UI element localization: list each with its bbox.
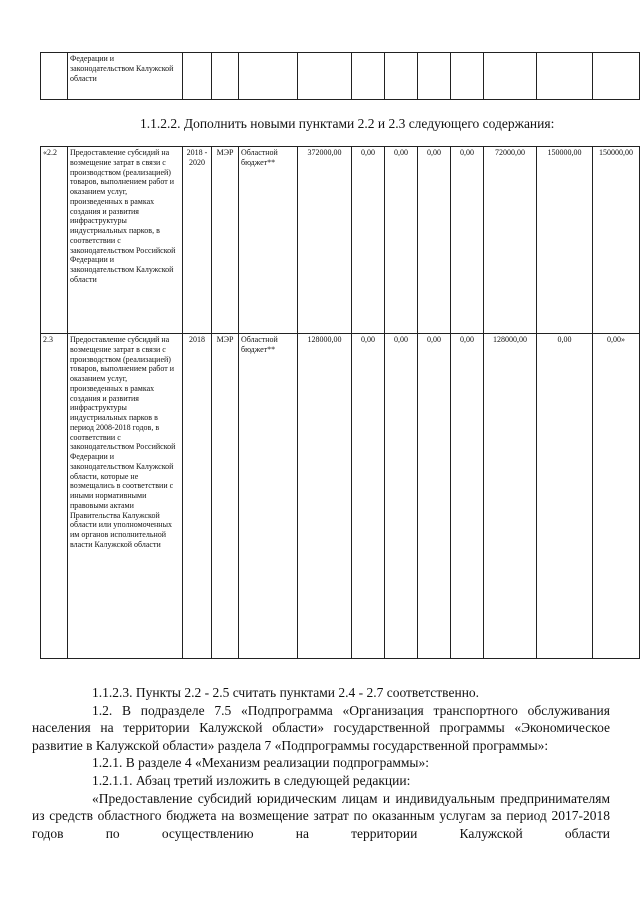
top-table-fragment [40, 52, 640, 100]
paragraph: «Предоставление субсидий юридическим лицам и индивидуальным предпринимателям из средств областного бюджета на возмещение затрат по оказанным услугам за период 2017-2018 годов по осуществлению на территории Калужской области [32, 790, 610, 841]
item-value: 0,00 [385, 334, 418, 659]
paragraph: 1.2.1.1. Абзац третий изложить в следующей редакции: [92, 772, 411, 788]
empty-cell [352, 53, 385, 100]
item-total: 372000,00 [298, 147, 352, 334]
item-number: 2.3 [41, 334, 68, 659]
empty-cell [239, 53, 298, 100]
empty-cell [537, 53, 593, 100]
paragraph: 1.2. В подразделе 7.5 «Подпрограмма «Организация транспортного обслуживания населения на территории Калужской области» государственной программы «Экономическое развитие в Калужской области» раздела 7 «Подпрограммы государственной программы»: [32, 702, 610, 753]
table-row [41, 334, 640, 659]
item-value: 0,00» [593, 334, 640, 659]
item-executor: МЭР [212, 147, 239, 334]
empty-cell [418, 53, 451, 100]
item-value: 72000,00 [484, 147, 537, 334]
empty-cell [41, 53, 68, 100]
item-value: 0,00 [352, 334, 385, 659]
item-years: 2018 [183, 334, 212, 659]
item-value: 128000,00 [484, 334, 537, 659]
item-value: 0,00 [418, 334, 451, 659]
item-total: 128000,00 [298, 334, 352, 659]
empty-cell [212, 53, 239, 100]
program-items-table [40, 146, 640, 659]
item-value: 0,00 [451, 334, 484, 659]
row-name-cell: Федерации и законодательством Калужской области [68, 53, 183, 100]
item-value: 0,00 [451, 147, 484, 334]
paragraph: 1.2.1. В разделе 4 «Механизм реализации подпрограммы»: [92, 755, 429, 771]
empty-cell [484, 53, 537, 100]
item-funding-source: Областной бюджет** [239, 147, 298, 334]
item-value: 150000,00 [593, 147, 640, 334]
empty-cell [451, 53, 484, 100]
empty-cell [183, 53, 212, 100]
item-value: 150000,00 [537, 147, 593, 334]
item-funding-source: Областной бюджет** [239, 334, 298, 659]
section-heading: 1.1.2.2. Дополнить новыми пунктами 2.2 и 2.3 следующего содержания: [140, 116, 555, 131]
paragraph: 1.1.2.3. Пункты 2.2 - 2.5 считать пунктами 2.4 - 2.7 соответственно. [92, 685, 480, 700]
document-body [32, 684, 610, 842]
item-name: Предоставление субсидий на возмещение затрат в связи с производством (реализацией) товаров, выполнением работ и оказанием услуг, произведенных в рамках создания и развития инфраструктуры индустриальных парков, в соответствии с законодательством Российской Федерации и законодательством Калужской области [68, 147, 183, 334]
empty-cell [385, 53, 418, 100]
empty-cell [298, 53, 352, 100]
item-value: 0,00 [537, 334, 593, 659]
item-executor: МЭР [212, 334, 239, 659]
item-number: «2.2 [41, 147, 68, 334]
item-value: 0,00 [352, 147, 385, 334]
item-years: 2018 - 2020 [183, 147, 212, 334]
item-value: 0,00 [385, 147, 418, 334]
item-name: Предоставление субсидий на возмещение затрат в связи с производством (реализацией) товаров, выполнением работ и оказанием услуг, произведенных в рамках создания и развития инфраструктуры индустриальных парков в период 2008-2018 годов, в соответствии с законодательством Российской Федерации и законодательством Калужской области, которые не возмещались в соответствии с иными нормативными правовыми актами Правительства Калужской области или уполномоченных им органов исполнительной власти Калужской области [68, 334, 183, 659]
table-row [41, 147, 640, 334]
item-value: 0,00 [418, 147, 451, 334]
empty-cell [593, 53, 640, 100]
